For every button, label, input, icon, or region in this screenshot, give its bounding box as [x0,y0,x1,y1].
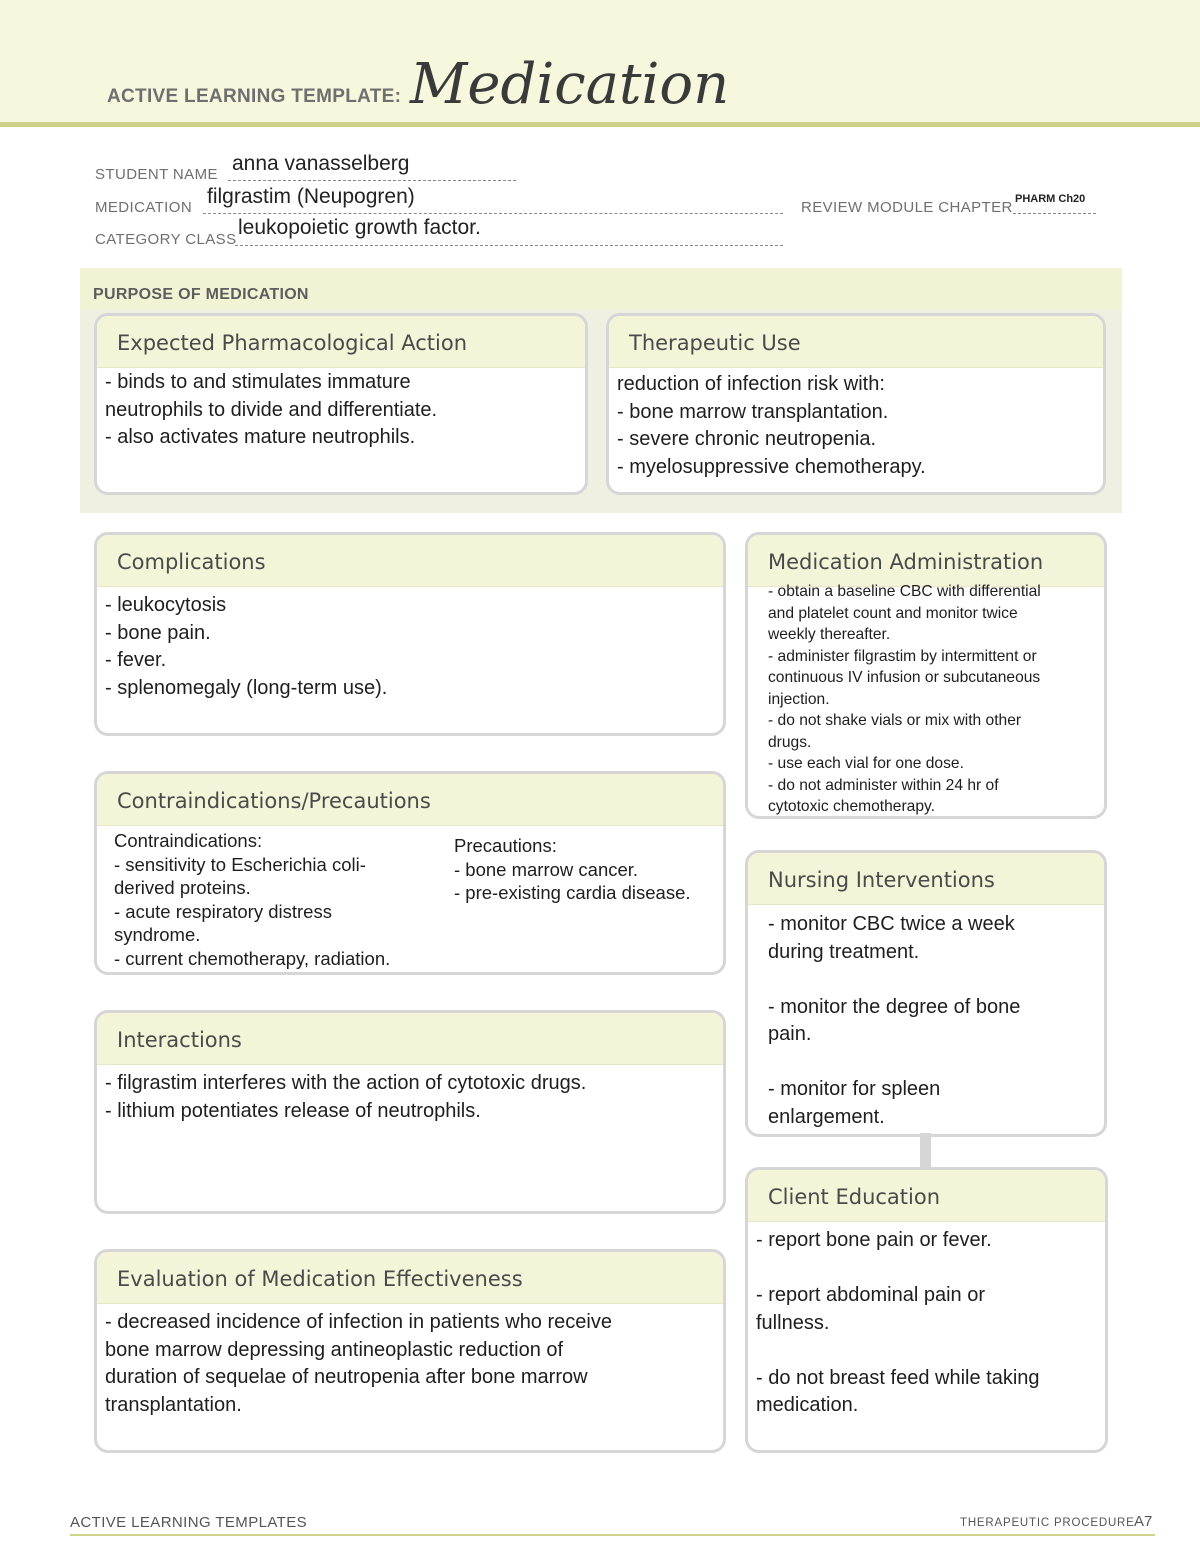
interactions-title: Interactions [97,1013,723,1065]
nursing-interventions-box [745,850,1107,1137]
interactions-box [94,1010,726,1214]
review-module-line [1013,213,1096,214]
nursing-interventions-title: Nursing Interventions [748,853,1104,905]
complications-title: Complications [97,535,723,587]
expected-action-title: Expected Pharmacological Action [97,316,585,368]
page-title: Medication [410,52,730,117]
medication-value[interactable]: filgrastim (Neupogren) [207,185,415,208]
medication-label: MEDICATION [95,199,193,216]
expected-action-box [94,313,588,495]
category-class-line [235,245,783,246]
complications-box [94,532,726,736]
nursing-interventions-text[interactable]: - monitor CBC twice a week during treatment. - monitor the degree of bone pain. - monitor for spleen enlargement. [768,913,1021,1128]
medication-administration-text[interactable]: - obtain a baseline CBC with differential and platelet count and monitor twice weekly thereafter. - administer filgrastim by intermittent or continuous IV infusion or subcutaneous injection. - do not shake vials or mix with other drugs. - use each vial for one dose. - do not administer within 24 hr of cytotoxic chemotherapy. [768,583,1041,815]
therapeutic-use-title: Therapeutic Use [609,316,1103,368]
evaluation-text[interactable]: - decreased incidence of infection in patients who receive bone marrow depressing antineoplastic reduction of duration of sequelae of neutropenia after bone marrow transplantation. [105,1311,612,1416]
contraindications-text[interactable]: Contraindications: - sensitivity to Escherichia coli- derived proteins. - acute respiratory distress syndrome. - current chemotherapy, radiation. [114,830,391,969]
student-name-label: STUDENT NAME [95,166,218,183]
footer-right-label: THERAPEUTIC PROCEDURE [960,1517,1135,1529]
precautions-text[interactable]: Precautions: - bone marrow cancer. - pre-existing cardia disease. [454,835,691,903]
evaluation-title: Evaluation of Medication Effectiveness [97,1252,723,1304]
complications-text[interactable]: - leukocytosis - bone pain. - fever. - splenomegaly (long-term use). [105,594,388,699]
client-education-title: Client Education [748,1170,1105,1222]
client-education-box [745,1167,1108,1453]
purpose-label: PURPOSE OF MEDICATION [93,286,309,303]
therapeutic-use-box [606,313,1106,495]
box-connector [920,1133,931,1167]
template-label: ACTIVE LEARNING TEMPLATE: [107,86,402,107]
medication-administration-box [745,532,1107,819]
medication-administration-title: Medication Administration [748,535,1104,587]
category-class-label: CATEGORY CLASS [95,231,237,248]
category-class-value[interactable]: leukopoietic growth factor. [238,216,481,239]
evaluation-box [94,1249,726,1453]
student-name-line [228,180,516,181]
contraindications-box [94,771,726,975]
footer-left-label: ACTIVE LEARNING TEMPLATES [70,1514,307,1531]
page-number: A7 [1134,1513,1153,1530]
therapeutic-use-text[interactable]: reduction of infection risk with: - bone marrow transplantation. - severe chronic neutropenia. - myelosuppressive chemotherapy. [617,373,926,478]
review-module-label: REVIEW MODULE CHAPTER [801,199,1013,216]
medication-line [203,213,783,214]
student-name-value[interactable]: anna vanasselberg [232,152,410,175]
header-divider [0,122,1200,127]
footer-divider [70,1534,1155,1536]
contraindications-title: Contraindications/Precautions [97,774,723,826]
interactions-text[interactable]: - filgrastim interferes with the action of cytotoxic drugs. - lithium potentiates release of neutrophils. [105,1072,587,1122]
expected-action-text[interactable]: - binds to and stimulates immature neutrophils to divide and differentiate. - also activates mature neutrophils. [105,371,438,448]
client-education-text[interactable]: - report bone pain or fever. - report abdominal pain or fullness. - do not breast feed while taking medication. [756,1229,1040,1416]
review-module-value[interactable]: PHARM Ch20 [1015,193,1086,205]
